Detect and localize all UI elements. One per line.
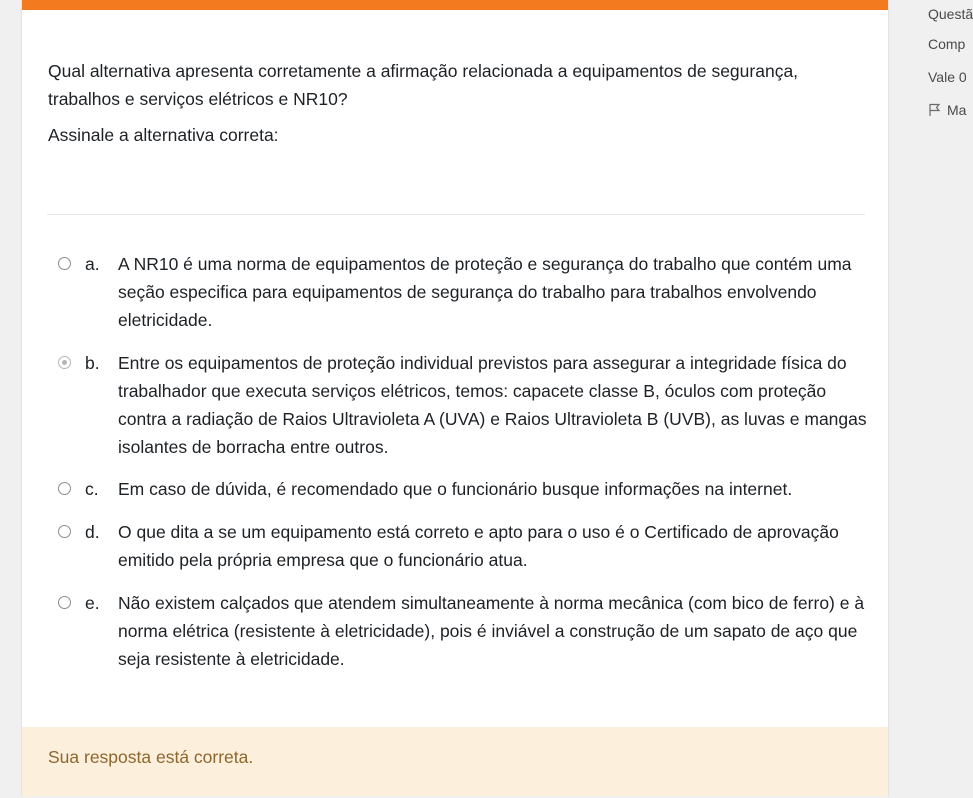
radio-button-a[interactable] [58, 257, 71, 270]
answer-text: Em caso de dúvida, é recomendado que o funcionário busque informações na internet. [118, 479, 793, 499]
divider [47, 214, 865, 215]
accent-bar [22, 0, 888, 10]
question-prompt: Assinale a alternativa correta: [48, 125, 279, 145]
question-grade-label: Vale 0 [928, 69, 967, 85]
question-info-sidebar [890, 0, 973, 798]
flag-label: Ma [947, 102, 967, 118]
question-number-label: Questã [928, 6, 973, 22]
feedback-box [22, 727, 888, 796]
flag-icon [928, 103, 942, 117]
feedback-text: Sua resposta está correta. [48, 747, 254, 767]
radio-button-d[interactable] [58, 525, 71, 538]
radio-button-b-selected[interactable] [58, 356, 71, 369]
radio-button-c[interactable] [58, 482, 71, 495]
answer-text: Entre os equipamentos de proteção individual previstos para assegurar a integridade física do trabalhador que executa serviços elétricos, temos: capacete classe B, óculos com proteção contra a radiação de Raios Ultravioleta A (UVA) e Raios Ultravioleta B (UVB), as luvas e mangas isolantes de borracha entre outros. [118, 353, 867, 457]
question-text: Qual alternativa apresenta corretamente a afirmação relacionada a equipamentos de segurança, trabalhos e serviços elétricos e NR10? [48, 61, 799, 109]
answer-letter: b. [85, 353, 100, 373]
answer-text: O que dita a se um equipamento está correto e apto para o uso é o Certificado de aprovação emitido pela própria empresa que o funcionário atua. [118, 522, 839, 570]
question-card [21, 0, 889, 796]
answer-letter: a. [85, 254, 100, 274]
answer-letter: d. [85, 522, 100, 542]
answer-letter: c. [85, 479, 99, 499]
radio-button-e[interactable] [58, 596, 71, 609]
answer-letter: e. [85, 593, 100, 613]
question-status-label: Comp [928, 36, 966, 52]
answer-text: A NR10 é uma norma de equipamentos de proteção e segurança do trabalho que contém uma seção especifica para equipamentos de segurança do trabalho para trabalhos envolvendo eletricidade. [118, 254, 852, 330]
answer-text: Não existem calçados que atendem simultaneamente à norma mecânica (com bico de ferro) e à norma elétrica (resistente à eletricidade), pois é inviável a construção de um sapato de aço que seja resistente à eletricidade. [118, 593, 865, 669]
